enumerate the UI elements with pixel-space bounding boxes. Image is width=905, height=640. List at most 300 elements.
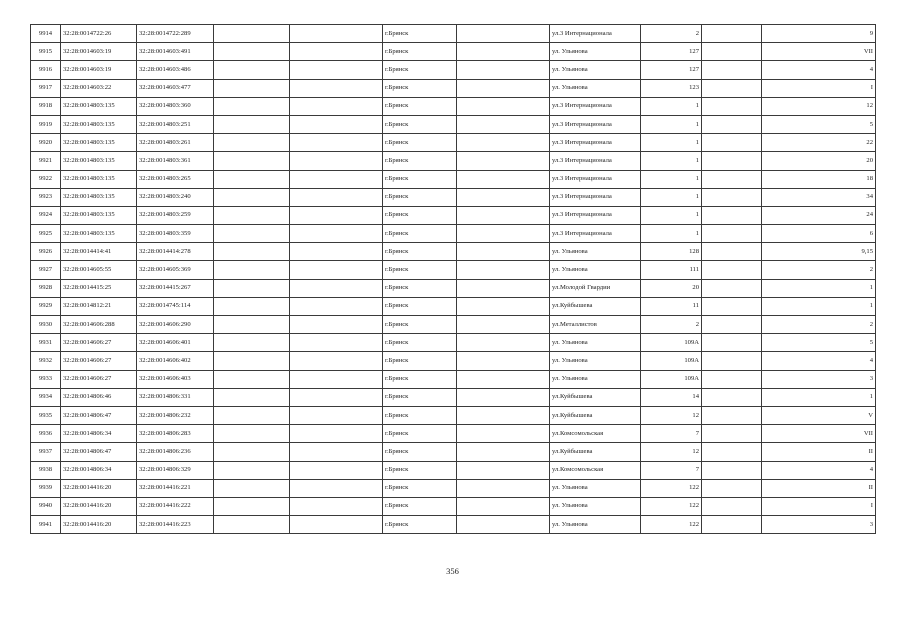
cell-empty: [214, 25, 290, 43]
cell-empty: [457, 206, 550, 224]
cell-empty: [457, 134, 550, 152]
cell-empty: [290, 25, 383, 43]
cell-city: г.Брянск: [383, 152, 457, 170]
cell-cadastral-number: 32:28:0014803:360: [137, 97, 214, 115]
cell-empty: [702, 297, 762, 315]
cell-parent-cadastral-number: 32:28:0014606:288: [61, 316, 137, 334]
cell-parent-cadastral-number: 32:28:0014722:26: [61, 25, 137, 43]
cell-city: г.Брянск: [383, 497, 457, 515]
cell-apartment: 4: [762, 352, 876, 370]
cell-house: 2: [641, 25, 702, 43]
cell-apartment: 9: [762, 25, 876, 43]
cell-row-number: 9921: [31, 152, 61, 170]
cell-cadastral-number: 32:28:0014606:401: [137, 334, 214, 352]
cell-apartment: 6: [762, 225, 876, 243]
cell-house: 127: [641, 43, 702, 61]
cell-apartment: VII: [762, 425, 876, 443]
cell-cadastral-number: 32:28:0014803:251: [137, 115, 214, 133]
cell-empty: [290, 225, 383, 243]
cell-parent-cadastral-number: 32:28:0014606:27: [61, 370, 137, 388]
cell-empty: [457, 79, 550, 97]
cell-empty: [702, 79, 762, 97]
cell-house: 1: [641, 97, 702, 115]
cell-empty: [457, 97, 550, 115]
cell-empty: [214, 261, 290, 279]
cell-city: г.Брянск: [383, 243, 457, 261]
cell-empty: [290, 279, 383, 297]
cell-cadastral-number: 32:28:0014806:236: [137, 443, 214, 461]
cell-cadastral-number: 32:28:0014416:223: [137, 516, 214, 534]
cell-empty: [290, 188, 383, 206]
cell-empty: [214, 406, 290, 424]
table-row: [31, 43, 876, 61]
cell-empty: [702, 370, 762, 388]
cell-empty: [214, 188, 290, 206]
cell-house: 109А: [641, 334, 702, 352]
cell-empty: [214, 43, 290, 61]
cell-empty: [702, 61, 762, 79]
cell-house: 1: [641, 225, 702, 243]
cell-empty: [214, 334, 290, 352]
table-row: [31, 516, 876, 534]
cell-empty: [290, 334, 383, 352]
cell-cadastral-number: 32:28:0014606:403: [137, 370, 214, 388]
cell-empty: [290, 497, 383, 515]
cell-street: ул.Куйбышева: [550, 297, 641, 315]
cell-empty: [290, 297, 383, 315]
cell-parent-cadastral-number: 32:28:0014606:27: [61, 352, 137, 370]
cell-street: ул. Ульянова: [550, 243, 641, 261]
cell-empty: [702, 479, 762, 497]
cell-city: г.Брянск: [383, 516, 457, 534]
cell-city: г.Брянск: [383, 79, 457, 97]
cell-empty: [702, 316, 762, 334]
cell-city: г.Брянск: [383, 443, 457, 461]
cell-empty: [457, 43, 550, 61]
cell-empty: [457, 170, 550, 188]
cell-cadastral-number: 32:28:0014803:261: [137, 134, 214, 152]
cell-empty: [702, 497, 762, 515]
cell-parent-cadastral-number: 32:28:0014803:135: [61, 206, 137, 224]
cell-empty: [214, 297, 290, 315]
cell-cadastral-number: 32:28:0014803:240: [137, 188, 214, 206]
cell-empty: [702, 206, 762, 224]
cell-empty: [702, 97, 762, 115]
cell-row-number: 9936: [31, 425, 61, 443]
cell-empty: [702, 443, 762, 461]
cell-street: ул.Куйбышева: [550, 406, 641, 424]
cell-empty: [457, 279, 550, 297]
cell-house: 111: [641, 261, 702, 279]
cell-empty: [290, 134, 383, 152]
cell-empty: [290, 516, 383, 534]
cell-row-number: 9916: [31, 61, 61, 79]
cell-house: 127: [641, 61, 702, 79]
cell-street: ул. Ульянова: [550, 79, 641, 97]
cell-empty: [214, 443, 290, 461]
cell-apartment: 9,15: [762, 243, 876, 261]
cell-empty: [290, 115, 383, 133]
cell-street: ул.3 Интернационала: [550, 115, 641, 133]
cell-empty: [702, 170, 762, 188]
cell-city: г.Брянск: [383, 43, 457, 61]
cell-empty: [702, 25, 762, 43]
cell-row-number: 9938: [31, 461, 61, 479]
cell-apartment: 2: [762, 261, 876, 279]
cell-row-number: 9922: [31, 170, 61, 188]
cell-empty: [290, 425, 383, 443]
cell-empty: [702, 352, 762, 370]
cell-cadastral-number: 32:28:0014803:361: [137, 152, 214, 170]
cell-row-number: 9914: [31, 25, 61, 43]
cell-street: ул.3 Интернационала: [550, 170, 641, 188]
cell-row-number: 9926: [31, 243, 61, 261]
cell-empty: [214, 516, 290, 534]
cell-empty: [290, 352, 383, 370]
cell-city: г.Брянск: [383, 225, 457, 243]
cell-apartment: V: [762, 406, 876, 424]
cell-parent-cadastral-number: 32:28:0014806:34: [61, 461, 137, 479]
cell-empty: [457, 316, 550, 334]
cell-street: ул. Ульянова: [550, 516, 641, 534]
cell-empty: [290, 170, 383, 188]
cell-street: ул.3 Интернационала: [550, 134, 641, 152]
cell-parent-cadastral-number: 32:28:0014812:21: [61, 297, 137, 315]
table-row: [31, 479, 876, 497]
cell-empty: [290, 370, 383, 388]
cell-parent-cadastral-number: 32:28:0014806:46: [61, 388, 137, 406]
cell-street: ул.3 Интернационала: [550, 25, 641, 43]
cell-parent-cadastral-number: 32:28:0014606:27: [61, 334, 137, 352]
table-row: [31, 279, 876, 297]
cell-empty: [457, 352, 550, 370]
cell-cadastral-number: 32:28:0014806:232: [137, 406, 214, 424]
cell-apartment: 20: [762, 152, 876, 170]
cell-empty: [214, 225, 290, 243]
cell-street: ул.Металлистов: [550, 316, 641, 334]
cell-apartment: 1: [762, 279, 876, 297]
table-row: [31, 297, 876, 315]
cell-cadastral-number: 32:28:0014806:283: [137, 425, 214, 443]
cell-empty: [214, 425, 290, 443]
table-row: [31, 152, 876, 170]
cell-apartment: 1: [762, 297, 876, 315]
cell-parent-cadastral-number: 32:28:0014416:20: [61, 497, 137, 515]
cell-parent-cadastral-number: 32:28:0014803:135: [61, 134, 137, 152]
cell-house: 1: [641, 170, 702, 188]
cell-city: г.Брянск: [383, 25, 457, 43]
cell-apartment: 3: [762, 516, 876, 534]
table-body: [31, 25, 876, 534]
cell-row-number: 9930: [31, 316, 61, 334]
cell-empty: [214, 479, 290, 497]
cell-apartment: 5: [762, 115, 876, 133]
cell-house: 109А: [641, 370, 702, 388]
cell-cadastral-number: 32:28:0014415:267: [137, 279, 214, 297]
cell-empty: [457, 425, 550, 443]
cell-house: 12: [641, 443, 702, 461]
cell-empty: [214, 61, 290, 79]
cell-empty: [214, 97, 290, 115]
cell-empty: [290, 461, 383, 479]
cell-house: 1: [641, 115, 702, 133]
cell-city: г.Брянск: [383, 479, 457, 497]
cell-empty: [457, 370, 550, 388]
cell-apartment: 2: [762, 316, 876, 334]
cell-empty: [702, 388, 762, 406]
table-row: [31, 461, 876, 479]
cell-empty: [702, 43, 762, 61]
table-row: [31, 370, 876, 388]
cell-empty: [457, 261, 550, 279]
cell-apartment: I: [762, 79, 876, 97]
cell-row-number: 9932: [31, 352, 61, 370]
cell-street: ул.3 Интернационала: [550, 188, 641, 206]
cell-cadastral-number: 32:28:0014603:486: [137, 61, 214, 79]
cell-cadastral-number: 32:28:0014606:402: [137, 352, 214, 370]
cell-city: г.Брянск: [383, 297, 457, 315]
cell-empty: [214, 279, 290, 297]
cell-apartment: 34: [762, 188, 876, 206]
cell-house: 11: [641, 297, 702, 315]
cell-empty: [702, 516, 762, 534]
cell-row-number: 9925: [31, 225, 61, 243]
cell-empty: [290, 388, 383, 406]
cell-house: 1: [641, 188, 702, 206]
cell-empty: [290, 243, 383, 261]
page-number: 356: [446, 566, 459, 576]
cell-city: г.Брянск: [383, 316, 457, 334]
cell-parent-cadastral-number: 32:28:0014803:135: [61, 188, 137, 206]
cell-row-number: 9939: [31, 479, 61, 497]
cell-empty: [290, 261, 383, 279]
cell-row-number: 9929: [31, 297, 61, 315]
cell-empty: [290, 79, 383, 97]
cell-empty: [214, 115, 290, 133]
cell-parent-cadastral-number: 32:28:0014803:135: [61, 225, 137, 243]
cell-city: г.Брянск: [383, 388, 457, 406]
cell-empty: [702, 425, 762, 443]
cell-apartment: I: [762, 497, 876, 515]
cell-cadastral-number: 32:28:0014806:329: [137, 461, 214, 479]
cell-empty: [702, 279, 762, 297]
cell-empty: [702, 261, 762, 279]
cell-empty: [290, 316, 383, 334]
cell-city: г.Брянск: [383, 206, 457, 224]
table-row: [31, 425, 876, 443]
cell-empty: [457, 225, 550, 243]
cell-row-number: 9924: [31, 206, 61, 224]
cell-apartment: II: [762, 479, 876, 497]
cell-parent-cadastral-number: 32:28:0014803:135: [61, 170, 137, 188]
cell-parent-cadastral-number: 32:28:0014605:55: [61, 261, 137, 279]
cell-empty: [290, 443, 383, 461]
cell-house: 12: [641, 406, 702, 424]
cell-house: 122: [641, 479, 702, 497]
cell-empty: [214, 316, 290, 334]
cell-parent-cadastral-number: 32:28:0014806:34: [61, 425, 137, 443]
cell-empty: [702, 152, 762, 170]
cell-parent-cadastral-number: 32:28:0014414:41: [61, 243, 137, 261]
cell-apartment: VII: [762, 43, 876, 61]
table-row: [31, 261, 876, 279]
cell-house: 109А: [641, 352, 702, 370]
table-row: [31, 79, 876, 97]
cell-street: ул.Комсомольская: [550, 425, 641, 443]
cell-apartment: 12: [762, 97, 876, 115]
cell-house: 2: [641, 316, 702, 334]
cell-row-number: 9940: [31, 497, 61, 515]
cell-parent-cadastral-number: 32:28:0014416:20: [61, 479, 137, 497]
cell-row-number: 9941: [31, 516, 61, 534]
cell-apartment: 22: [762, 134, 876, 152]
cell-empty: [290, 97, 383, 115]
table-row: [31, 188, 876, 206]
cell-empty: [290, 206, 383, 224]
table-row: [31, 334, 876, 352]
cell-empty: [457, 243, 550, 261]
cell-cadastral-number: 32:28:0014722:289: [137, 25, 214, 43]
cell-street: ул. Ульянова: [550, 61, 641, 79]
cell-cadastral-number: 32:28:0014416:222: [137, 497, 214, 515]
registry-table: [30, 24, 876, 534]
cell-city: г.Брянск: [383, 188, 457, 206]
cell-city: г.Брянск: [383, 352, 457, 370]
cell-house: 7: [641, 461, 702, 479]
cell-empty: [702, 406, 762, 424]
cell-empty: [290, 406, 383, 424]
cell-parent-cadastral-number: 32:28:0014806:47: [61, 406, 137, 424]
table-row: [31, 497, 876, 515]
cell-row-number: 9917: [31, 79, 61, 97]
table-row: [31, 406, 876, 424]
cell-row-number: 9935: [31, 406, 61, 424]
cell-empty: [702, 243, 762, 261]
cell-city: г.Брянск: [383, 334, 457, 352]
cell-row-number: 9931: [31, 334, 61, 352]
cell-empty: [457, 61, 550, 79]
cell-house: 20: [641, 279, 702, 297]
cell-city: г.Брянск: [383, 134, 457, 152]
table-row: [31, 25, 876, 43]
cell-apartment: 4: [762, 61, 876, 79]
cell-empty: [457, 388, 550, 406]
cell-row-number: 9933: [31, 370, 61, 388]
cell-cadastral-number: 32:28:0014803:359: [137, 225, 214, 243]
cell-cadastral-number: 32:28:0014605:369: [137, 261, 214, 279]
cell-street: ул. Ульянова: [550, 261, 641, 279]
cell-street: ул. Ульянова: [550, 334, 641, 352]
table-row: [31, 243, 876, 261]
cell-parent-cadastral-number: 32:28:0014415:25: [61, 279, 137, 297]
cell-house: 1: [641, 206, 702, 224]
cell-apartment: 18: [762, 170, 876, 188]
table-row: [31, 97, 876, 115]
cell-city: г.Брянск: [383, 61, 457, 79]
cell-cadastral-number: 32:28:0014803:259: [137, 206, 214, 224]
cell-street: ул.Куйбышева: [550, 388, 641, 406]
cell-street: ул. Ульянова: [550, 479, 641, 497]
cell-cadastral-number: 32:28:0014806:331: [137, 388, 214, 406]
cell-empty: [214, 461, 290, 479]
cell-apartment: 3: [762, 370, 876, 388]
cell-empty: [702, 461, 762, 479]
cell-row-number: 9923: [31, 188, 61, 206]
cell-empty: [457, 497, 550, 515]
cell-city: г.Брянск: [383, 261, 457, 279]
cell-city: г.Брянск: [383, 279, 457, 297]
cell-cadastral-number: 32:28:0014414:278: [137, 243, 214, 261]
cell-street: ул. Ульянова: [550, 370, 641, 388]
cell-house: 14: [641, 388, 702, 406]
cell-row-number: 9934: [31, 388, 61, 406]
cell-empty: [457, 25, 550, 43]
cell-apartment: 24: [762, 206, 876, 224]
cell-street: ул. Ульянова: [550, 497, 641, 515]
cell-empty: [457, 406, 550, 424]
table-row: [31, 316, 876, 334]
cell-city: г.Брянск: [383, 425, 457, 443]
cell-row-number: 9928: [31, 279, 61, 297]
cell-house: 1: [641, 152, 702, 170]
cell-house: 122: [641, 497, 702, 515]
cell-parent-cadastral-number: 32:28:0014806:47: [61, 443, 137, 461]
cell-row-number: 9915: [31, 43, 61, 61]
cell-empty: [214, 134, 290, 152]
cell-empty: [214, 370, 290, 388]
cell-empty: [457, 188, 550, 206]
table-row: [31, 61, 876, 79]
table-row: [31, 388, 876, 406]
cell-empty: [290, 61, 383, 79]
cell-empty: [214, 243, 290, 261]
cell-house: 128: [641, 243, 702, 261]
cell-apartment: II: [762, 443, 876, 461]
cell-row-number: 9937: [31, 443, 61, 461]
cell-street: ул. Ульянова: [550, 43, 641, 61]
cell-street: ул.3 Интернационала: [550, 225, 641, 243]
cell-empty: [214, 497, 290, 515]
cell-empty: [457, 443, 550, 461]
cell-city: г.Брянск: [383, 461, 457, 479]
cell-empty: [457, 334, 550, 352]
cell-parent-cadastral-number: 32:28:0014603:19: [61, 61, 137, 79]
cell-city: г.Брянск: [383, 370, 457, 388]
cell-empty: [702, 134, 762, 152]
cell-apartment: 4: [762, 461, 876, 479]
cell-empty: [290, 479, 383, 497]
cell-empty: [457, 516, 550, 534]
cell-empty: [290, 43, 383, 61]
cell-parent-cadastral-number: 32:28:0014803:135: [61, 115, 137, 133]
cell-street: ул.Комсомольская: [550, 461, 641, 479]
cell-cadastral-number: 32:28:0014803:265: [137, 170, 214, 188]
table-row: [31, 134, 876, 152]
table-row: [31, 352, 876, 370]
cell-empty: [214, 352, 290, 370]
cell-cadastral-number: 32:28:0014603:477: [137, 79, 214, 97]
cell-street: ул.Куйбышева: [550, 443, 641, 461]
cell-street: ул. Ульянова: [550, 352, 641, 370]
cell-city: г.Брянск: [383, 115, 457, 133]
cell-empty: [214, 388, 290, 406]
cell-house: 123: [641, 79, 702, 97]
cell-row-number: 9920: [31, 134, 61, 152]
cell-row-number: 9919: [31, 115, 61, 133]
cell-empty: [702, 115, 762, 133]
cell-cadastral-number: 32:28:0014606:290: [137, 316, 214, 334]
cell-street: ул.3 Интернационала: [550, 152, 641, 170]
